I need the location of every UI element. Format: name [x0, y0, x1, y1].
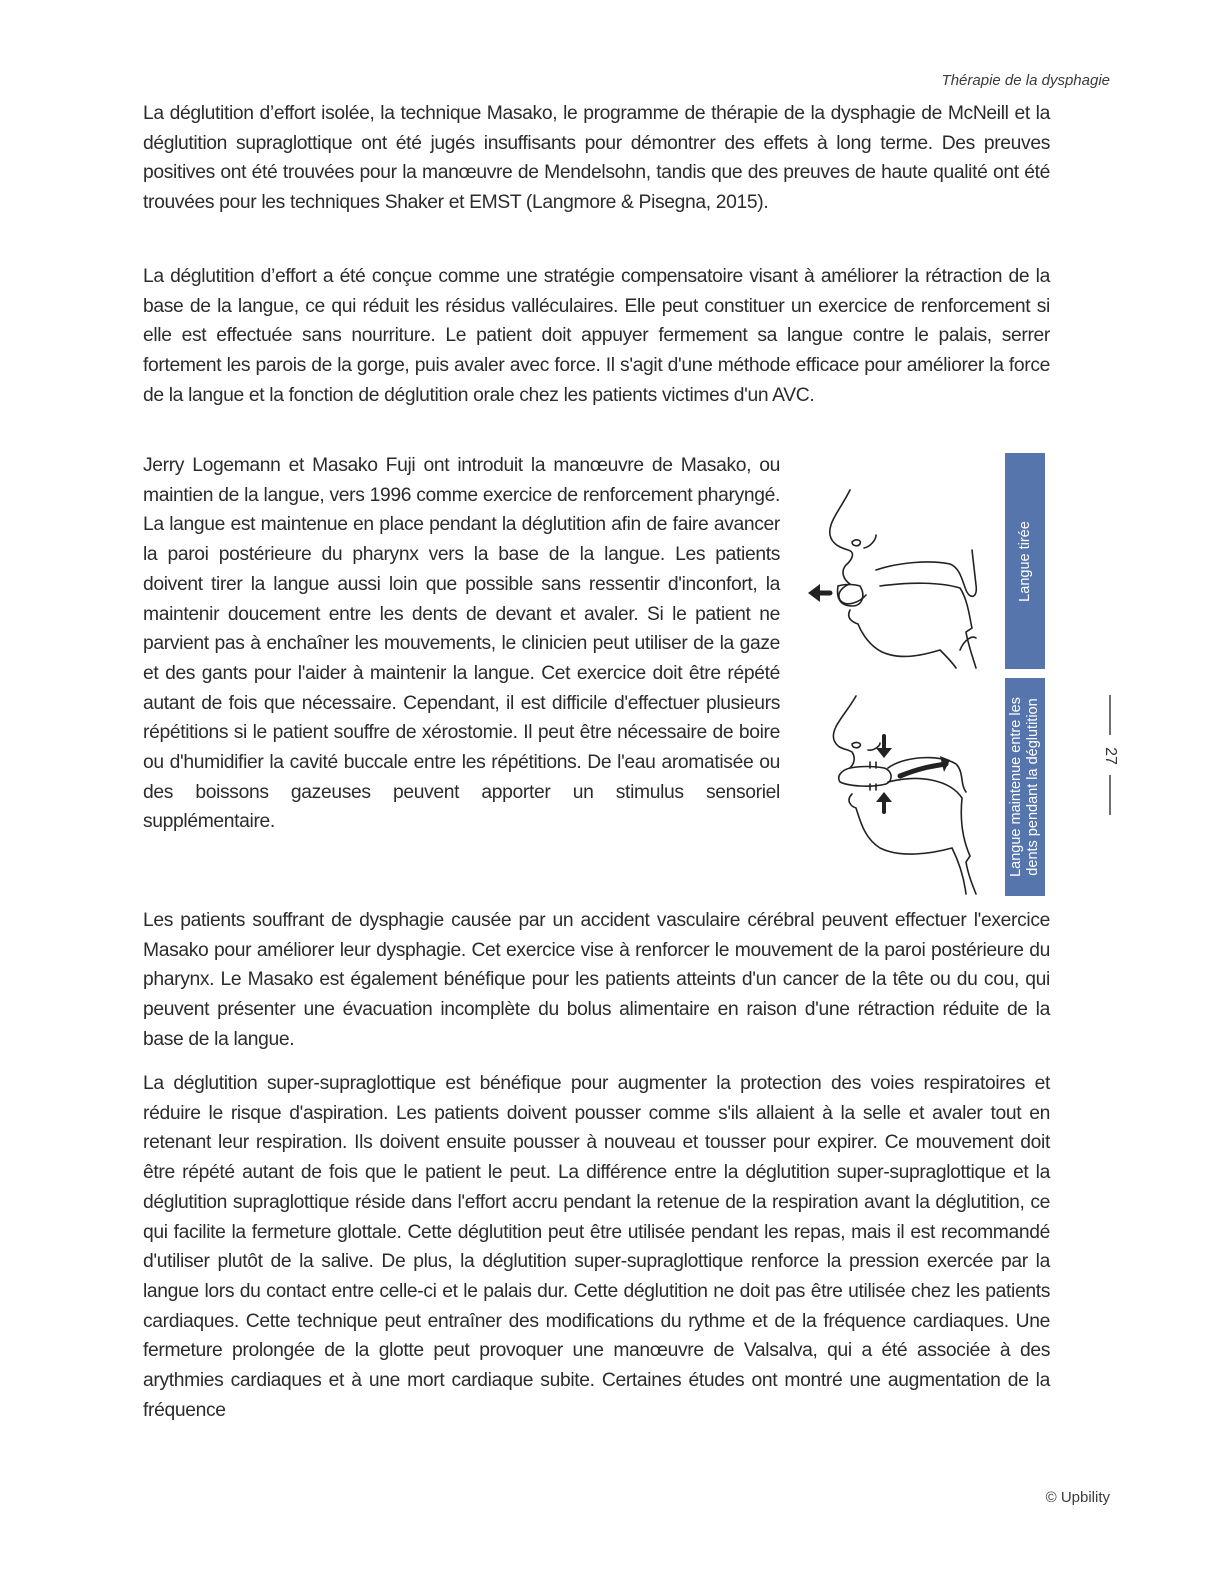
paragraph-evidence: La déglutition d’effort isolée, la technique Masako, le programme de thérapie de la dysphagie de McNeill et la déglutition supraglottique ont été jugés insuffisants pour démontrer des effets à long terme. Des preuves positives ont été trouvées pour la manœuvre de Mendelsohn, tandis que des preuves de haute qualité ont été trouvées pour les techniques Shaker et EMST (Langmore & Pisegna, 2015).: [143, 103, 1050, 214]
tongue-held-between-teeth-illustration: [800, 688, 1000, 898]
page-number-marker: [1100, 695, 1120, 815]
divider-line: [1109, 775, 1111, 815]
paragraph-effortful-swallow: La déglutition d’effort a été conçue comme une stratégie compensatoire visant à améliorer la rétraction de la base de la langue, ce qui réduit les résidus valléculaires. Elle peut constituer un exercice de renforcement si elle est effectuée sans nourriture. Le patient doit appuyer fermement sa langue contre le palais, serrer fortement les parois de la gorge, puis avaler avec force. Il s'agit d'une méthode efficace pour améliorer la force de la langue et la fonction de déglutition orale chez les patients victimes d'un AVC.: [143, 266, 1050, 406]
copyright-footer: © Upbility: [1045, 1489, 1110, 1506]
label-tongue-held: Langue maintenue entre les dents pendant la déglutition: [1005, 678, 1045, 896]
paragraph-super-supraglottic: La déglutition super-supraglottique est bénéfique pour augmenter la protection des voies respiratoires et réduire le risque d'aspiration. Les patients doivent pousser comme s'ils allaient à la selle et avaler tout en retenant leur respiration. Ils doivent ensuite pousser à nouveau et tousser pour expirer. Ce mouvement doit être répété autant de fois que le patient le peut. La différence entre la déglutition super-supraglottique et la déglutition supraglottique réside dans l'effort accru pendant la retenue de la respiration avant la déglutition, ce qui facilite la fermeture glottale. Cette déglutition peut être utilisée pendant les repas, mais il est recommandé d'utiliser plutôt de la salive. De plus, la déglutition super-supraglottique renforce la pression exercée par la langue lors du contact entre celle-ci et le palais dur. Cette déglutition ne doit pas être utilisée chez les patients cardiaques. Cette technique peut entraîner des modifications du rythme et de la fréquence cardiaques. Une fermeture prolongée de la glotte peut provoquer une manœuvre de Valsalva, qui a été associée à des arythmies cardiaques et à une mort cardiaque subite. Certaines études ont montré une augmentation de la fréquence: [143, 1073, 1050, 1421]
masako-figure: [800, 450, 1050, 900]
running-header: Thérapie de la dysphagie: [941, 72, 1110, 89]
page-number: 27: [1102, 747, 1119, 765]
paragraph-stroke-patients: Les patients souffrant de dysphagie causée par un accident vasculaire cérébral peuvent effectuer l'exercice Masako pour améliorer leur dysphagie. Cet exercice vise à renforcer le mouvement de la paroi postérieure du pharynx. Le Masako est également bénéfique pour les patients atteints d'un cancer de la tête ou du cou, qui peuvent présenter une évacuation incomplète du bolus alimentaire en raison d'une rétraction réduite de la base de la langue.: [143, 910, 1050, 1050]
paragraph-masako: Jerry Logemann et Masako Fuji ont introduit la manœuvre de Masako, ou maintien de la langue, vers 1996 comme exercice de renforcement pharyngé. La langue est maintenue en place pendant la déglutition afin de faire avancer la paroi postérieure du pharynx vers la base de la langue. Les patients doivent tirer la langue aussi loin que possible sans ressentir d'inconfort, la maintenir doucement entre les dents de devant et avaler. Si le patient ne parvient pas à enchaîner les mouvements, le clinicien peut utiliser de la gaze et des gants pour l'aider à maintenir la langue. Cet exercice doit être répété autant de fois que nécessaire. Cependant, il est difficile d'effectuer plusieurs répétitions si le patient souffre de xérostomie. Il peut être nécessaire de boire ou d'humidifier la cavité buccale entre les répétitions. De l'eau aromatisée ou des boissons gazeuses peuvent apporter un stimulus sensoriel supplémentaire.: [143, 455, 780, 833]
tongue-protruded-illustration: [800, 450, 1000, 670]
label-tongue-protruded: Langue tirée: [1005, 453, 1045, 669]
divider-line: [1109, 695, 1111, 735]
